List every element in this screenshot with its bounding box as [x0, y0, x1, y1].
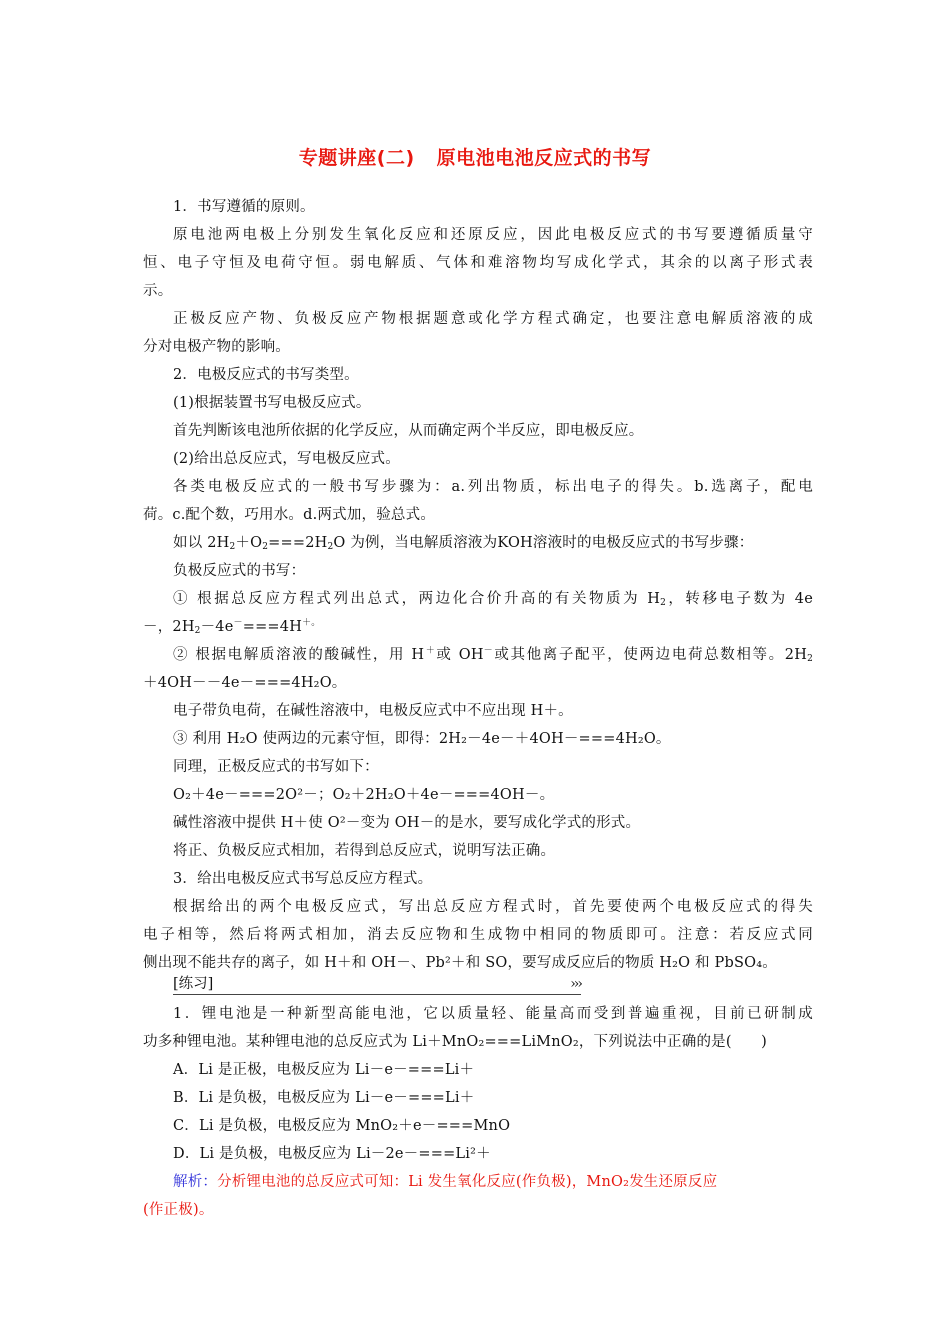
question-line: 功多种锂电池。某种锂电池的总反应式为 Li＋MnO₂===LiMnO₂，下列说法中正确的是( ) — [143, 1034, 767, 1050]
paragraph-line: 示。 — [143, 283, 173, 299]
paragraph-line: 正极反应产物、负极反应产物根据题意或化学方程式确定，也要注意电解质溶液的成 — [173, 311, 813, 327]
step2-line: ② 根据电解质溶液的酸碱性，用 H＋或 OH－或其他离子配平，使两边电荷总数相等。$2H_2$ — [173, 646, 813, 664]
paragraph-line: 电子带负电荷，在碱性溶液中，电极反应式中不应出现 H＋。 — [173, 703, 573, 719]
title-part1: 专题讲座(二) — [298, 147, 415, 169]
paragraph-line: 原电池两电极上分别发生氧化反应和还原反应，因此电极反应式的书写要遵循质量守 — [173, 227, 813, 243]
option-c: C．Li 是负极，电极反应为 MnO₂＋e－===MnO — [173, 1118, 511, 1134]
step1-line: ① 根据总反应方程式列出总式，两边化合价升高的有关物质为 $H_2$，转移电子数为 4e — [173, 591, 813, 608]
paragraph-line: 负极反应式的书写： — [173, 563, 306, 579]
section2-heading: 2．电极反应式的书写类型。 — [173, 367, 359, 383]
paragraph-line: 同理，正极反应式的书写如下： — [173, 759, 379, 775]
paragraph-line: 将正、负极反应式相加，若得到总反应式，说明写法正确。 — [173, 843, 556, 859]
answer-text: 分析锂电池的总反应式可知：Li 发生氧化反应(作负极)，MnO₂发生还原反应 — [217, 1174, 718, 1190]
paragraph-line: 分对电极产物的影响。 — [143, 339, 290, 355]
paragraph-line: 首先判断该电池所依据的化学反应，从而确定两个半反应，即电极反应。 — [173, 423, 644, 439]
practice-header — [173, 974, 581, 995]
paragraph-line: 电子相等，然后将两式相加，消去反应物和生成物中相同的物质即可。注意：若反应式同 — [143, 927, 813, 943]
option-b: B．Li 是负极，电极反应为 Li－e－===Li＋ — [173, 1090, 475, 1106]
section3-heading: 3．给出电极反应式书写总反应方程式。 — [173, 871, 433, 887]
question-line: 1．锂电池是一种新型高能电池，它以质量轻、能量高而受到普遍重视，目前已研制成 — [173, 1006, 813, 1022]
subsection-heading: (1)根据装置书写电极反应式。 — [173, 395, 371, 411]
section1-heading: 1．书写遵循的原则。 — [173, 199, 315, 215]
title-part2: 原电池电池反应式的书写 — [436, 147, 652, 169]
option-d: D．Li 是负极，电极反应为 Li－2e－===Li²＋ — [173, 1146, 491, 1162]
step2-line2: ＋4OH－－4e－===4H₂O。 — [143, 675, 347, 691]
paragraph-line: 恒、电子守恒及电荷守恒。弱电解质、气体和难溶物均写成化学式，其余的以离子形式表 — [143, 255, 813, 271]
answer-line — [173, 1172, 813, 1192]
paragraph-line: 碱性溶液中提供 H＋使 O²－变为 OH－的是水，要写成化学式的形式。 — [173, 815, 641, 831]
option-a: A．Li 是正极，电极反应为 Li－e－===Li＋ — [173, 1062, 475, 1078]
chevrons-icon: ››› — [570, 976, 581, 992]
answer-line2: (作正极)。 — [143, 1202, 214, 1218]
practice-label: [练习] — [173, 976, 214, 992]
page-title — [0, 143, 950, 170]
step1-line2: －，$2H_2-4e^-===4H^{+。}$ — [143, 618, 321, 636]
answer-label: 解析： — [173, 1174, 218, 1190]
paragraph-line: 各类电极反应式的一般书写步骤为：a.列出物质，标出电子的得失。b.选离子，配电 — [173, 479, 813, 495]
paragraph-line: 根据给出的两个电极反应式，写出总反应方程式时，首先要使两个电极反应式的得失 — [173, 899, 813, 915]
paragraph-line: 荷。c.配个数，巧用水。d.两式加，验总式。 — [143, 507, 436, 523]
step3-line: ③ 利用 H₂O 使两边的元素守恒，即得：2H₂－4e－＋4OH－===4H₂O。 — [173, 731, 671, 747]
subsection-heading: (2)给出总反应式，写电极反应式。 — [173, 451, 400, 467]
paragraph-line: 侧出现不能共存的离子，如 H＋和 OH－、Pb²＋和 SO，要写成反应后的物质 H₂O 和 PbSO₄。 — [143, 955, 777, 971]
example-line: 如以 $2H_2+O_2===2H_2O$ 为例，当电解质溶液为KOH溶液时的电极反应式的书写步骤： — [173, 535, 754, 552]
equation-line: O₂＋4e－===2O²－；O₂＋2H₂O＋4e－===4OH－。 — [173, 787, 555, 803]
